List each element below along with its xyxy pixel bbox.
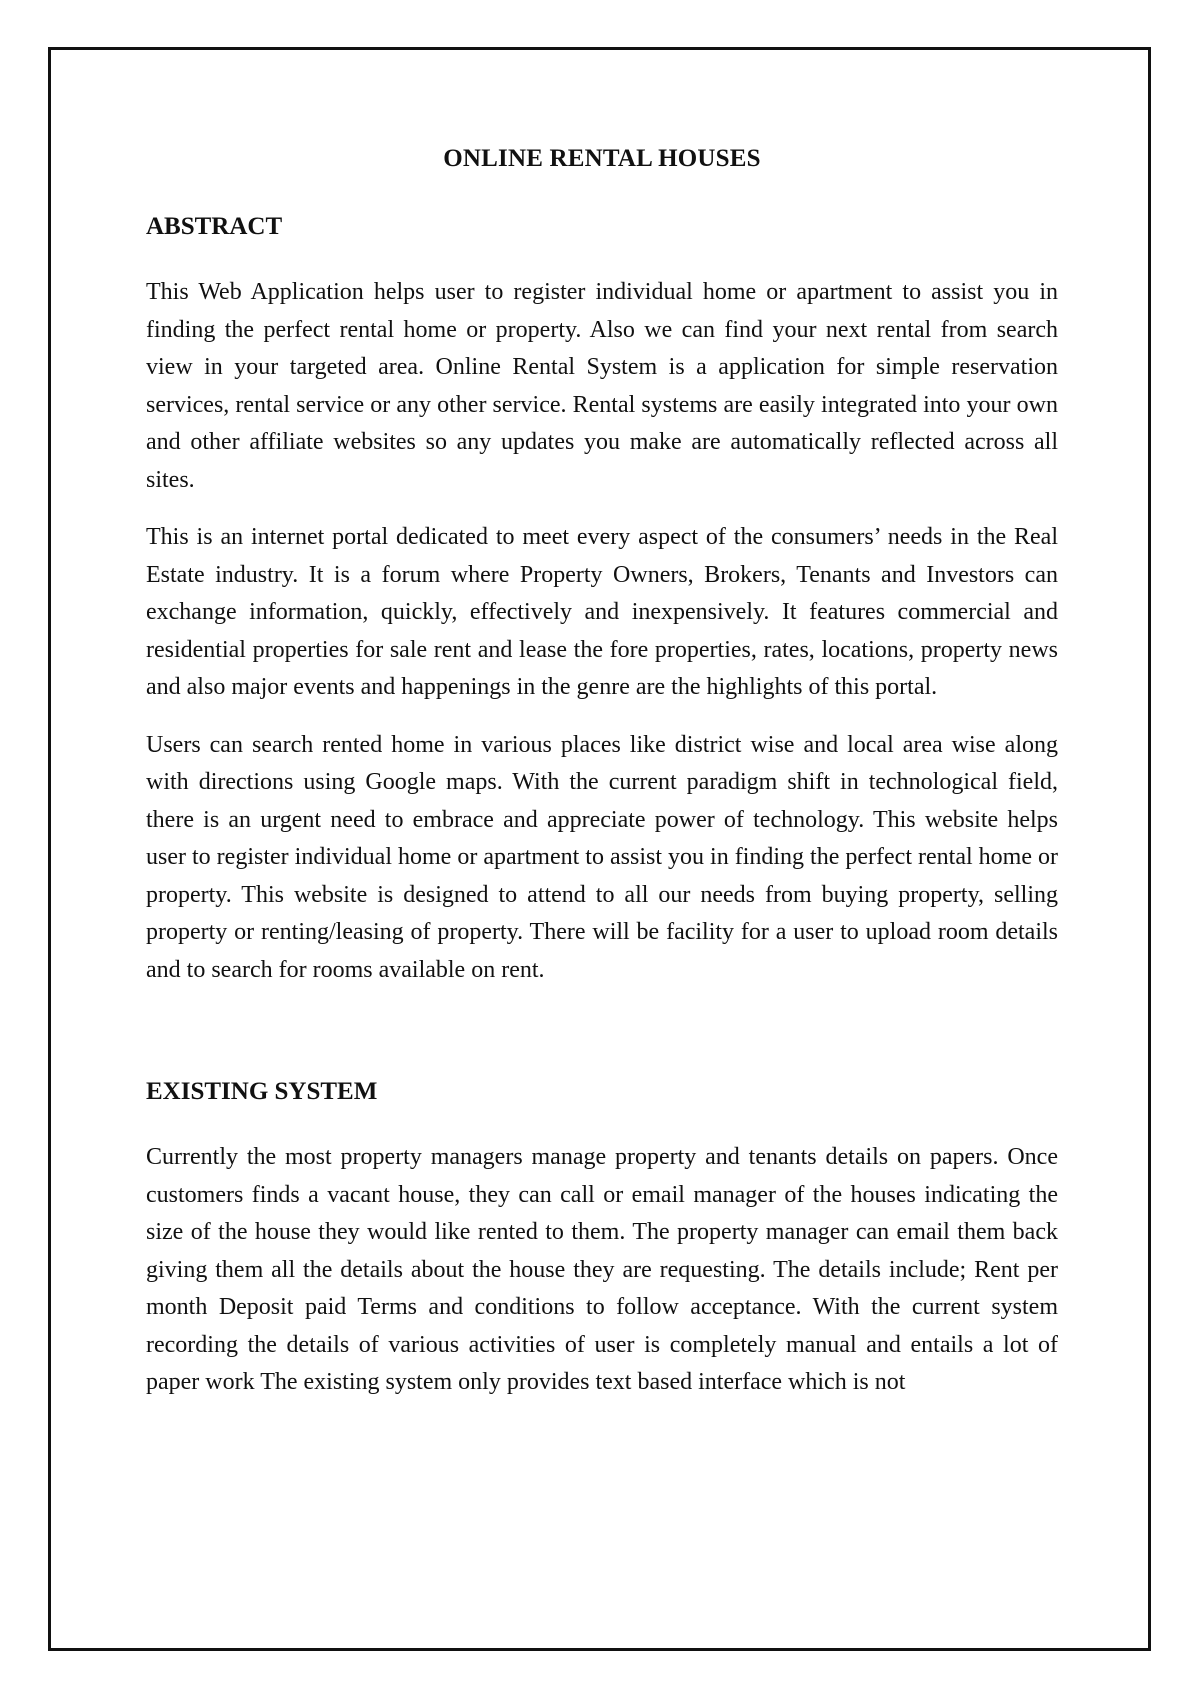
abstract-paragraph-2: This is an internet portal dedicated to meet every aspect of the consumers’ needs in the Real Estate industry. It is a forum where Property Owners, Brokers, Tenants and Investors can exchange information, quickly, effectively and inexpensively. It features commercial and residential properties for sale rent and lease the fore properties, rates, locations, property news and also major events and happenings in the genre are the highlights of this portal. bbox=[146, 524, 1058, 700]
section-heading-existing-system: EXISTING SYSTEM bbox=[146, 1078, 378, 1105]
abstract-paragraph-3: Users can search rented home in various places like district wise and local area wise along with directions using Google maps. With the current paradigm shift in technological field, there is an urgent need to embrace and appreciate power of technology. This website helps user to register individual home or apartment to assist you in finding the perfect rental home or property. This website is designed to attend to all our needs from buying property, selling property or renting/leasing of property. There will be facility for a user to upload room details and to search for rooms available on rent. bbox=[146, 731, 1058, 983]
section-heading-abstract: ABSTRACT bbox=[146, 213, 283, 240]
document-body bbox=[146, 142, 1058, 1422]
existing-system-paragraph-1: Currently the most property managers manage property and tenants details on papers. Once customers finds a vacant house, they can call or email manager of the houses indicating the size of the house they would like rented to them. The property manager can email them back giving them all the details about the house they are requesting. The details include; Rent per month Deposit paid Terms and conditions to follow acceptance. With the current system recording the details of various activities of user is completely manual and entails a lot of paper work The existing system only provides text based interface which is not bbox=[146, 1144, 1058, 1395]
abstract-paragraph-1: This Web Application helps user to register individual home or apartment to assist you in finding the perfect rental home or property. Also we can find your next rental from search view in your targeted area. Online Rental System is a application for simple reservation services, rental service or any other service. Rental systems are easily integrated into your own and other affiliate websites so any updates you make are automatically reflected across all sites. bbox=[146, 279, 1058, 493]
document-title: ONLINE RENTAL HOUSES bbox=[443, 145, 761, 172]
